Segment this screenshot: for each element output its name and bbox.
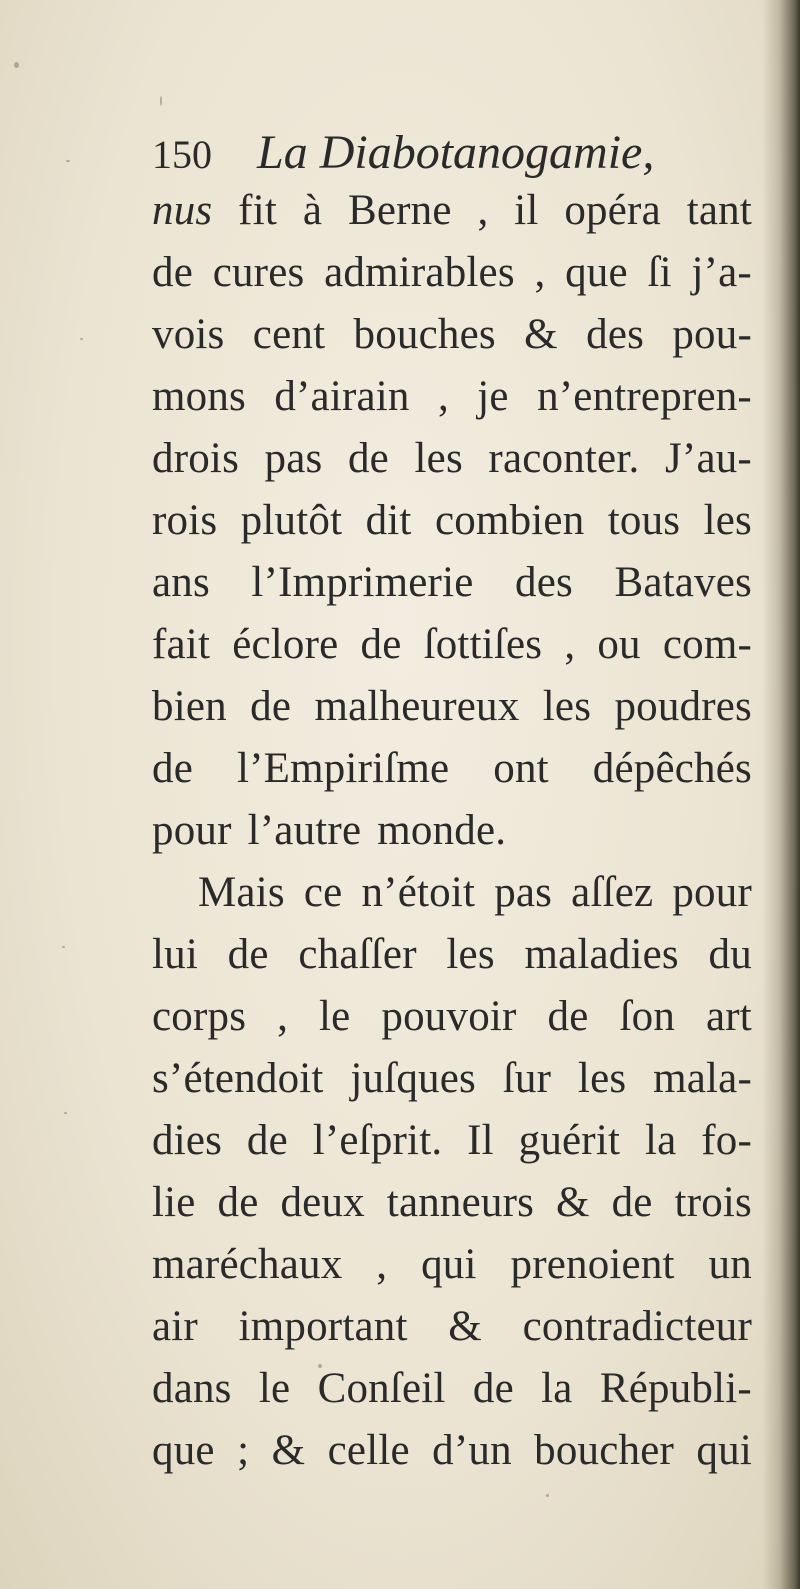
word: pou- [672,311,752,358]
word: Conſeil [317,1365,446,1412]
word: de [611,1179,653,1226]
word: cent [252,311,326,358]
word: raconter. [488,435,640,482]
word: & [524,311,558,358]
binding-gutter [762,0,800,1589]
text-line-21 [152,1420,752,1482]
word: malheureux [314,683,520,730]
word: ans [152,559,210,606]
word: vois [152,311,225,358]
word: à [302,187,323,234]
text-line-19 [152,1296,752,1358]
word: rois [152,497,218,544]
word: de [217,1179,259,1226]
word: opéra [564,187,661,234]
word: juſques [350,1055,476,1102]
word: deux [280,1179,365,1226]
word: air [152,1303,198,1350]
word: l’autre [247,807,362,854]
text-line-11 [152,800,752,862]
text-line-17 [152,1172,752,1234]
text-line-13 [152,924,752,986]
text-line-3 [152,304,752,366]
word: de [472,1365,514,1412]
word: contradicteur [522,1303,752,1350]
word: ſur [502,1055,552,1102]
word: lui [152,931,198,978]
text-line-7 [152,552,752,614]
word: n’étoit [361,869,476,916]
word: fait [152,621,211,668]
text-line-8 [152,614,752,676]
word: , [564,621,576,668]
word: poudres [614,683,752,730]
word: ou [597,621,641,668]
word: Mais [198,869,285,916]
text-line-14 [152,986,752,1048]
word: pour [152,807,232,854]
word: lie [152,1179,196,1226]
word: monde. [377,807,507,854]
word: maréchaux [152,1241,343,1288]
word: de [347,435,389,482]
body-text [152,180,752,1482]
word: d’airain [274,373,410,420]
word: d’un [432,1427,512,1474]
text-line-20 [152,1358,752,1420]
word: corps [152,993,247,1040]
word: ; [237,1427,250,1474]
word: je [477,373,509,420]
word: , [477,187,489,234]
word: l’eſprit. [312,1117,443,1164]
word: des [586,311,645,358]
word: de [246,1117,288,1164]
word: de [152,249,193,296]
word: ce [303,869,343,916]
word: les [414,435,463,482]
text-line-15 [152,1048,752,1110]
word: dans [152,1365,232,1412]
word: les [542,683,592,730]
text-line-9 [152,676,752,738]
word: qui [421,1241,477,1288]
word: les [577,1055,627,1102]
word: pas [264,435,323,482]
word: celle [327,1427,410,1474]
word: ſi [647,249,672,296]
word: fit [238,187,277,234]
word: de [227,931,269,978]
word: fo- [701,1117,752,1164]
word: ſon [619,993,676,1040]
word: du [708,931,752,978]
word: ont [493,745,549,792]
word: Bataves [614,559,752,606]
word: pas [494,869,553,916]
text-line-16 [152,1110,752,1172]
word: tanneurs [386,1179,535,1226]
word: pour [672,869,752,916]
word: il [514,187,539,234]
word: les [703,497,752,544]
word: éclore [232,621,339,668]
word: , [437,373,449,420]
word: pouvoir [381,993,517,1040]
word: ſottiſes [423,621,543,668]
word: de [250,683,292,730]
running-title: La Diabotanogamie, [257,126,655,179]
word: bien [152,683,227,730]
word: un [708,1241,752,1288]
word: maladies [524,931,679,978]
text-line-2 [152,242,752,304]
word: Berne [347,187,452,234]
word: de [152,745,193,792]
word: combien [434,497,585,544]
word: guérit [518,1117,621,1164]
word: nus [152,187,213,234]
word: la [541,1365,573,1412]
word: plutôt [240,497,343,544]
word: prenoient [510,1241,675,1288]
text-line-4 [152,366,752,428]
word: le [258,1365,291,1412]
word: mala- [653,1055,752,1102]
word: l’Empiriſme [236,745,450,792]
text-line-18 [152,1234,752,1296]
word: Républi- [599,1365,752,1412]
word: art [705,993,752,1040]
word: de [547,993,589,1040]
word: important [238,1303,408,1350]
word: l’Imprimerie [251,559,474,606]
word: drois [152,435,239,482]
word: , [277,993,289,1040]
word: que [152,1427,215,1474]
word: des [515,559,573,606]
word: de [360,621,402,668]
word: & [556,1179,590,1226]
word: la [644,1117,677,1164]
text-line-12 [152,862,752,924]
word: que [565,249,628,296]
word: , [376,1241,388,1288]
word: qui [696,1427,752,1474]
word: dit [365,497,412,544]
word: dies [152,1117,223,1164]
word: boucher [534,1427,675,1474]
running-head [152,118,752,188]
page-number: 150 [152,132,212,177]
word: le [319,993,351,1040]
word: , [534,249,546,296]
word: s’étendoit [152,1055,324,1102]
text-line-1 [152,180,752,242]
word: mons [152,373,246,420]
word: dépêchés [592,745,752,792]
word: aſſez [571,869,654,916]
word: com- [662,621,752,668]
word: & [448,1303,482,1350]
word: tous [607,497,681,544]
text-line-10 [152,738,752,800]
word: bouches [353,311,496,358]
word: Il [467,1117,494,1164]
word: chaſſer [298,931,417,978]
word: J’au- [664,435,752,482]
text-line-6 [152,490,752,552]
word: j’a- [691,249,752,296]
word: n’entrepren- [537,373,752,420]
word: admirables [324,249,515,296]
word: tant [686,187,752,234]
word: & [271,1427,306,1474]
text-line-5 [152,428,752,490]
word: les [446,931,495,978]
word: trois [674,1179,752,1226]
word: cures [212,249,305,296]
